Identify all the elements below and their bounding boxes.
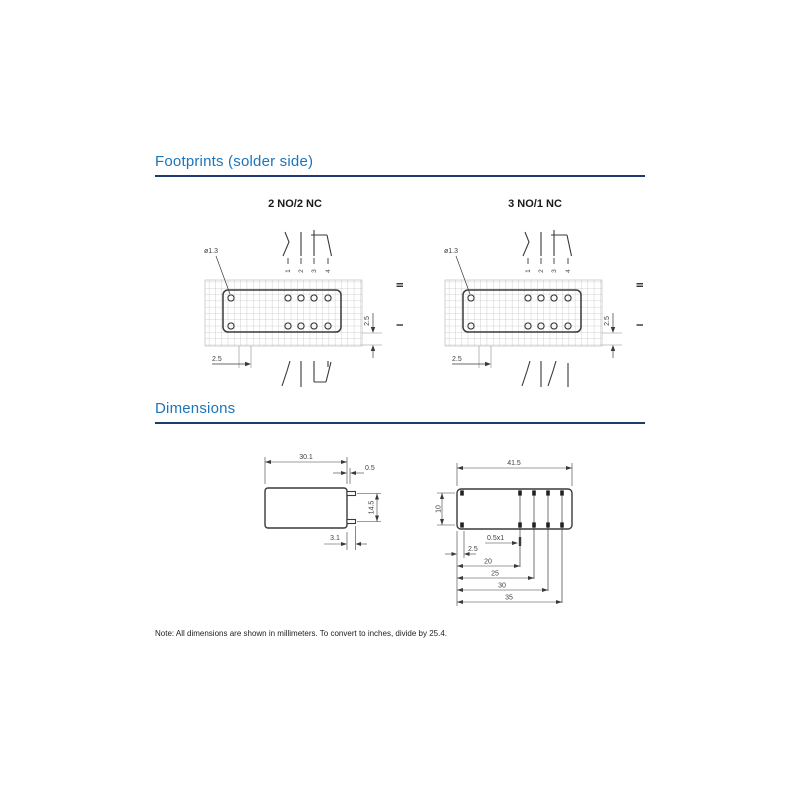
pin-number-2: 2 — [298, 269, 305, 273]
coil-label-I: I — [635, 323, 645, 327]
pin-number-2: 2 — [538, 269, 545, 273]
pin-section-label: 0.5x1 — [487, 535, 505, 542]
coil-label-I: I — [395, 323, 405, 327]
pitch-dimension-right — [604, 313, 615, 358]
pin-column-lines — [520, 493, 562, 603]
pitch-bottom-label: 2.5 — [452, 356, 462, 363]
contact-symbols-bottom — [522, 361, 568, 387]
pin-dim-25: 25 — [491, 570, 499, 578]
relay-body — [457, 489, 572, 529]
pin-number-3: 3 — [311, 269, 318, 273]
pin-number-4: 4 — [325, 269, 332, 273]
footprint-left-title: 2 NO/2 NC — [268, 198, 322, 210]
hole-diameter-label: ø1.3 — [204, 248, 219, 255]
pin-number-4: 4 — [565, 269, 572, 273]
coil-label-II: II — [395, 282, 405, 288]
coil-group-labels — [395, 282, 405, 326]
bottom-view-drawing — [430, 440, 630, 620]
units-note: Note: All dimensions are shown in millimeters. To convert to inches, divide by 25.4. — [155, 629, 447, 638]
coil-group-labels — [635, 282, 645, 326]
pin-row-span-label: 14.5 — [368, 500, 376, 515]
pin-dim-2_5: 2.5 — [468, 546, 478, 553]
contact-symbols-bottom — [282, 361, 331, 387]
pin-position-dimensions — [445, 531, 562, 606]
row-spacing-dimension — [436, 493, 456, 525]
row-spacing-label: 10 — [435, 505, 443, 513]
side-view-drawing — [240, 440, 440, 580]
footprints-section-title: Footprints (solder side) — [155, 153, 314, 170]
pin-length-dimension — [324, 526, 367, 550]
pitch-dimension-bottom — [212, 356, 251, 366]
pin-dim-20: 20 — [484, 558, 492, 566]
pin-number-3: 3 — [551, 269, 558, 273]
dimensions-section-title: Dimensions — [155, 400, 236, 417]
footprint-right-drawing — [430, 225, 660, 405]
width-dimension — [265, 454, 347, 484]
width-dimension — [457, 460, 572, 486]
pin-length-label: 3.1 — [330, 535, 340, 542]
pcb-grid — [205, 280, 382, 368]
pitch-dimension-right — [364, 313, 375, 358]
pitch-bottom-label: 2.5 — [212, 356, 222, 363]
pin-numbers — [285, 269, 332, 273]
pitch-right-label: 2.5 — [364, 316, 371, 326]
pin-dim-30: 30 — [498, 582, 506, 590]
footprint-left-drawing — [190, 225, 420, 405]
pin-offset-label: 0.5 — [365, 465, 375, 472]
pitch-dimension-bottom — [452, 356, 491, 366]
footprints-section-rule — [155, 175, 645, 177]
pin-numbers — [525, 269, 572, 273]
pin-section-dimension — [485, 535, 518, 545]
pin-offset-dimension — [333, 465, 375, 484]
pcb-grid — [445, 280, 622, 368]
dimensions-section-rule — [155, 422, 645, 424]
pin-number-1: 1 — [525, 269, 532, 273]
height-dimension — [357, 494, 381, 522]
footprint-right-title: 3 NO/1 NC — [508, 198, 562, 210]
relay-body — [265, 488, 356, 528]
body-width-label: 41.5 — [507, 460, 521, 467]
coil-label-II: II — [635, 282, 645, 288]
contact-symbols-top — [283, 230, 332, 264]
body-width-label: 30.1 — [299, 454, 313, 461]
contact-symbols-top — [523, 230, 572, 264]
hole-diameter-label: ø1.3 — [444, 248, 459, 255]
pin-number-1: 1 — [285, 269, 292, 273]
pin-dim-35: 35 — [505, 594, 513, 602]
pitch-right-label: 2.5 — [604, 316, 611, 326]
